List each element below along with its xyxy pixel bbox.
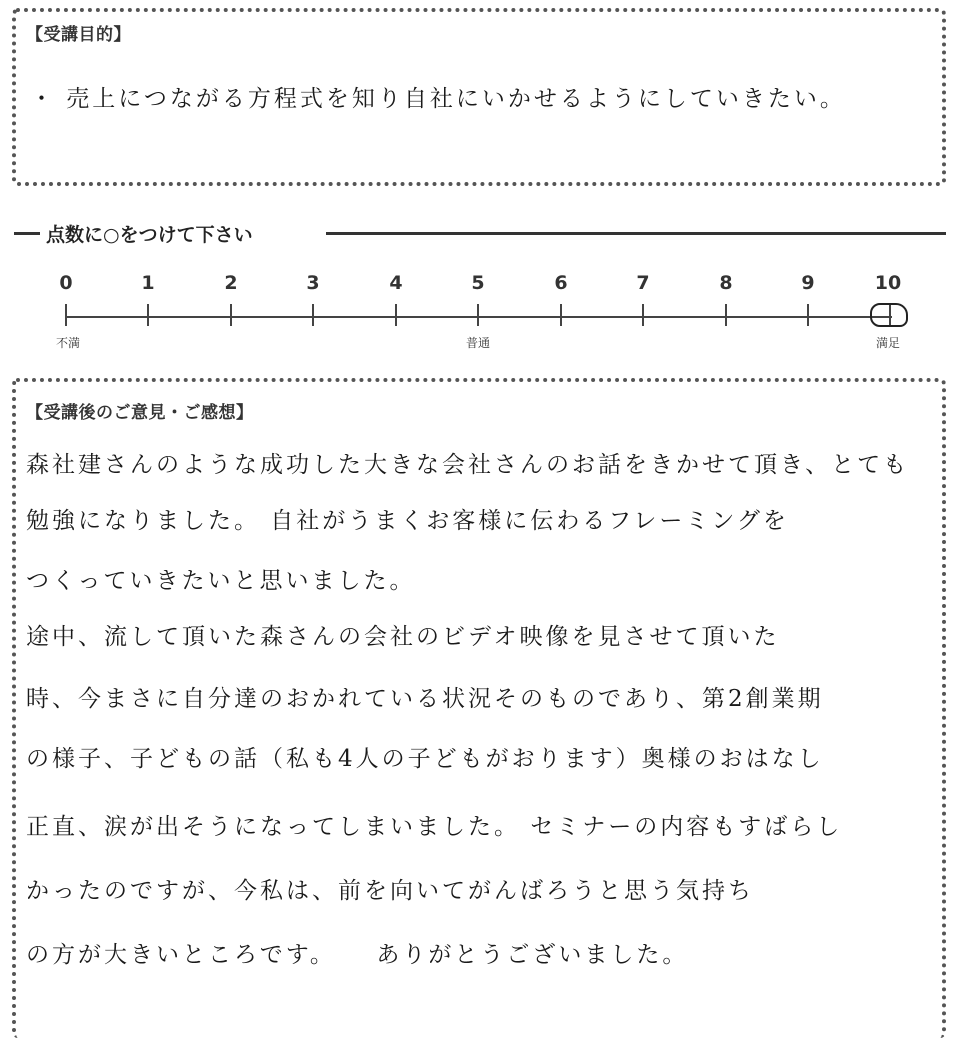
score-header [0,218,963,248]
tick-mark[interactable] [642,304,644,326]
scale-high-label: 満足 [875,336,901,350]
tick-label-9: 9 [801,272,815,294]
tick-label-7: 7 [636,272,650,294]
tick-mark[interactable] [807,304,809,326]
scale-low-label: 不満 [55,336,81,350]
opinion-line: の様子、子どもの話（私も4人の子どもがおります）奥様のおはなし [26,746,824,772]
tick-label-3: 3 [306,272,320,294]
scale-mid-label: 普通 [465,336,491,350]
header-rule-right [326,232,946,235]
opinion-line: 森社建さんのような成功した大きな会社さんのお話をきかせて頂き、とても [26,452,910,478]
header-rule-left [14,232,40,235]
tick-mark[interactable] [65,304,67,326]
tick-label-4: 4 [389,272,403,294]
tick-mark[interactable] [230,304,232,326]
score-scale-line [66,316,892,318]
opinion-line: つくっていきたいと思いました。 [26,568,416,594]
tick-label-5: 5 [471,272,485,294]
selected-score-circle [870,303,908,327]
score-title: 点数に○をつけて下さい [46,224,253,246]
opinion-heading: 【受講後のご意見・ご感想】 [26,403,254,423]
opinion-line: 正直、涙が出そうになってしまいました。 セミナーの内容もすばらし [26,814,843,840]
opinion-line: 勉強になりました。 自社がうまくお客様に伝わるフレーミングを [26,508,789,534]
opinion-line: の方が大きいところです。 ありがとうございました。 [26,942,689,968]
tick-mark[interactable] [395,304,397,326]
opinion-line: 時、今まさに自分達のおかれている状況そのものであり、第2創業期 [26,686,824,712]
tick-label-8: 8 [719,272,733,294]
purpose-heading: 【受講目的】 [26,25,131,45]
tick-label-10: 10 [874,272,902,294]
opinion-line: 途中、流して頂いた森さんの会社のビデオ映像を見させて頂いた [26,624,780,650]
opinion-line: かったのですが、今私は、前を向いてがんばろうと思う気持ち [26,878,754,904]
tick-label-6: 6 [554,272,568,294]
tick-mark[interactable] [147,304,149,326]
purpose-line: ・ 売上につながる方程式を知り自社にいかせるようにしていきたい。 [30,86,846,112]
tick-label-2: 2 [224,272,238,294]
tick-label-0: 0 [59,272,73,294]
tick-label-1: 1 [141,272,155,294]
tick-mark[interactable] [560,304,562,326]
tick-mark[interactable] [312,304,314,326]
tick-mark[interactable] [477,304,479,326]
tick-mark[interactable] [725,304,727,326]
